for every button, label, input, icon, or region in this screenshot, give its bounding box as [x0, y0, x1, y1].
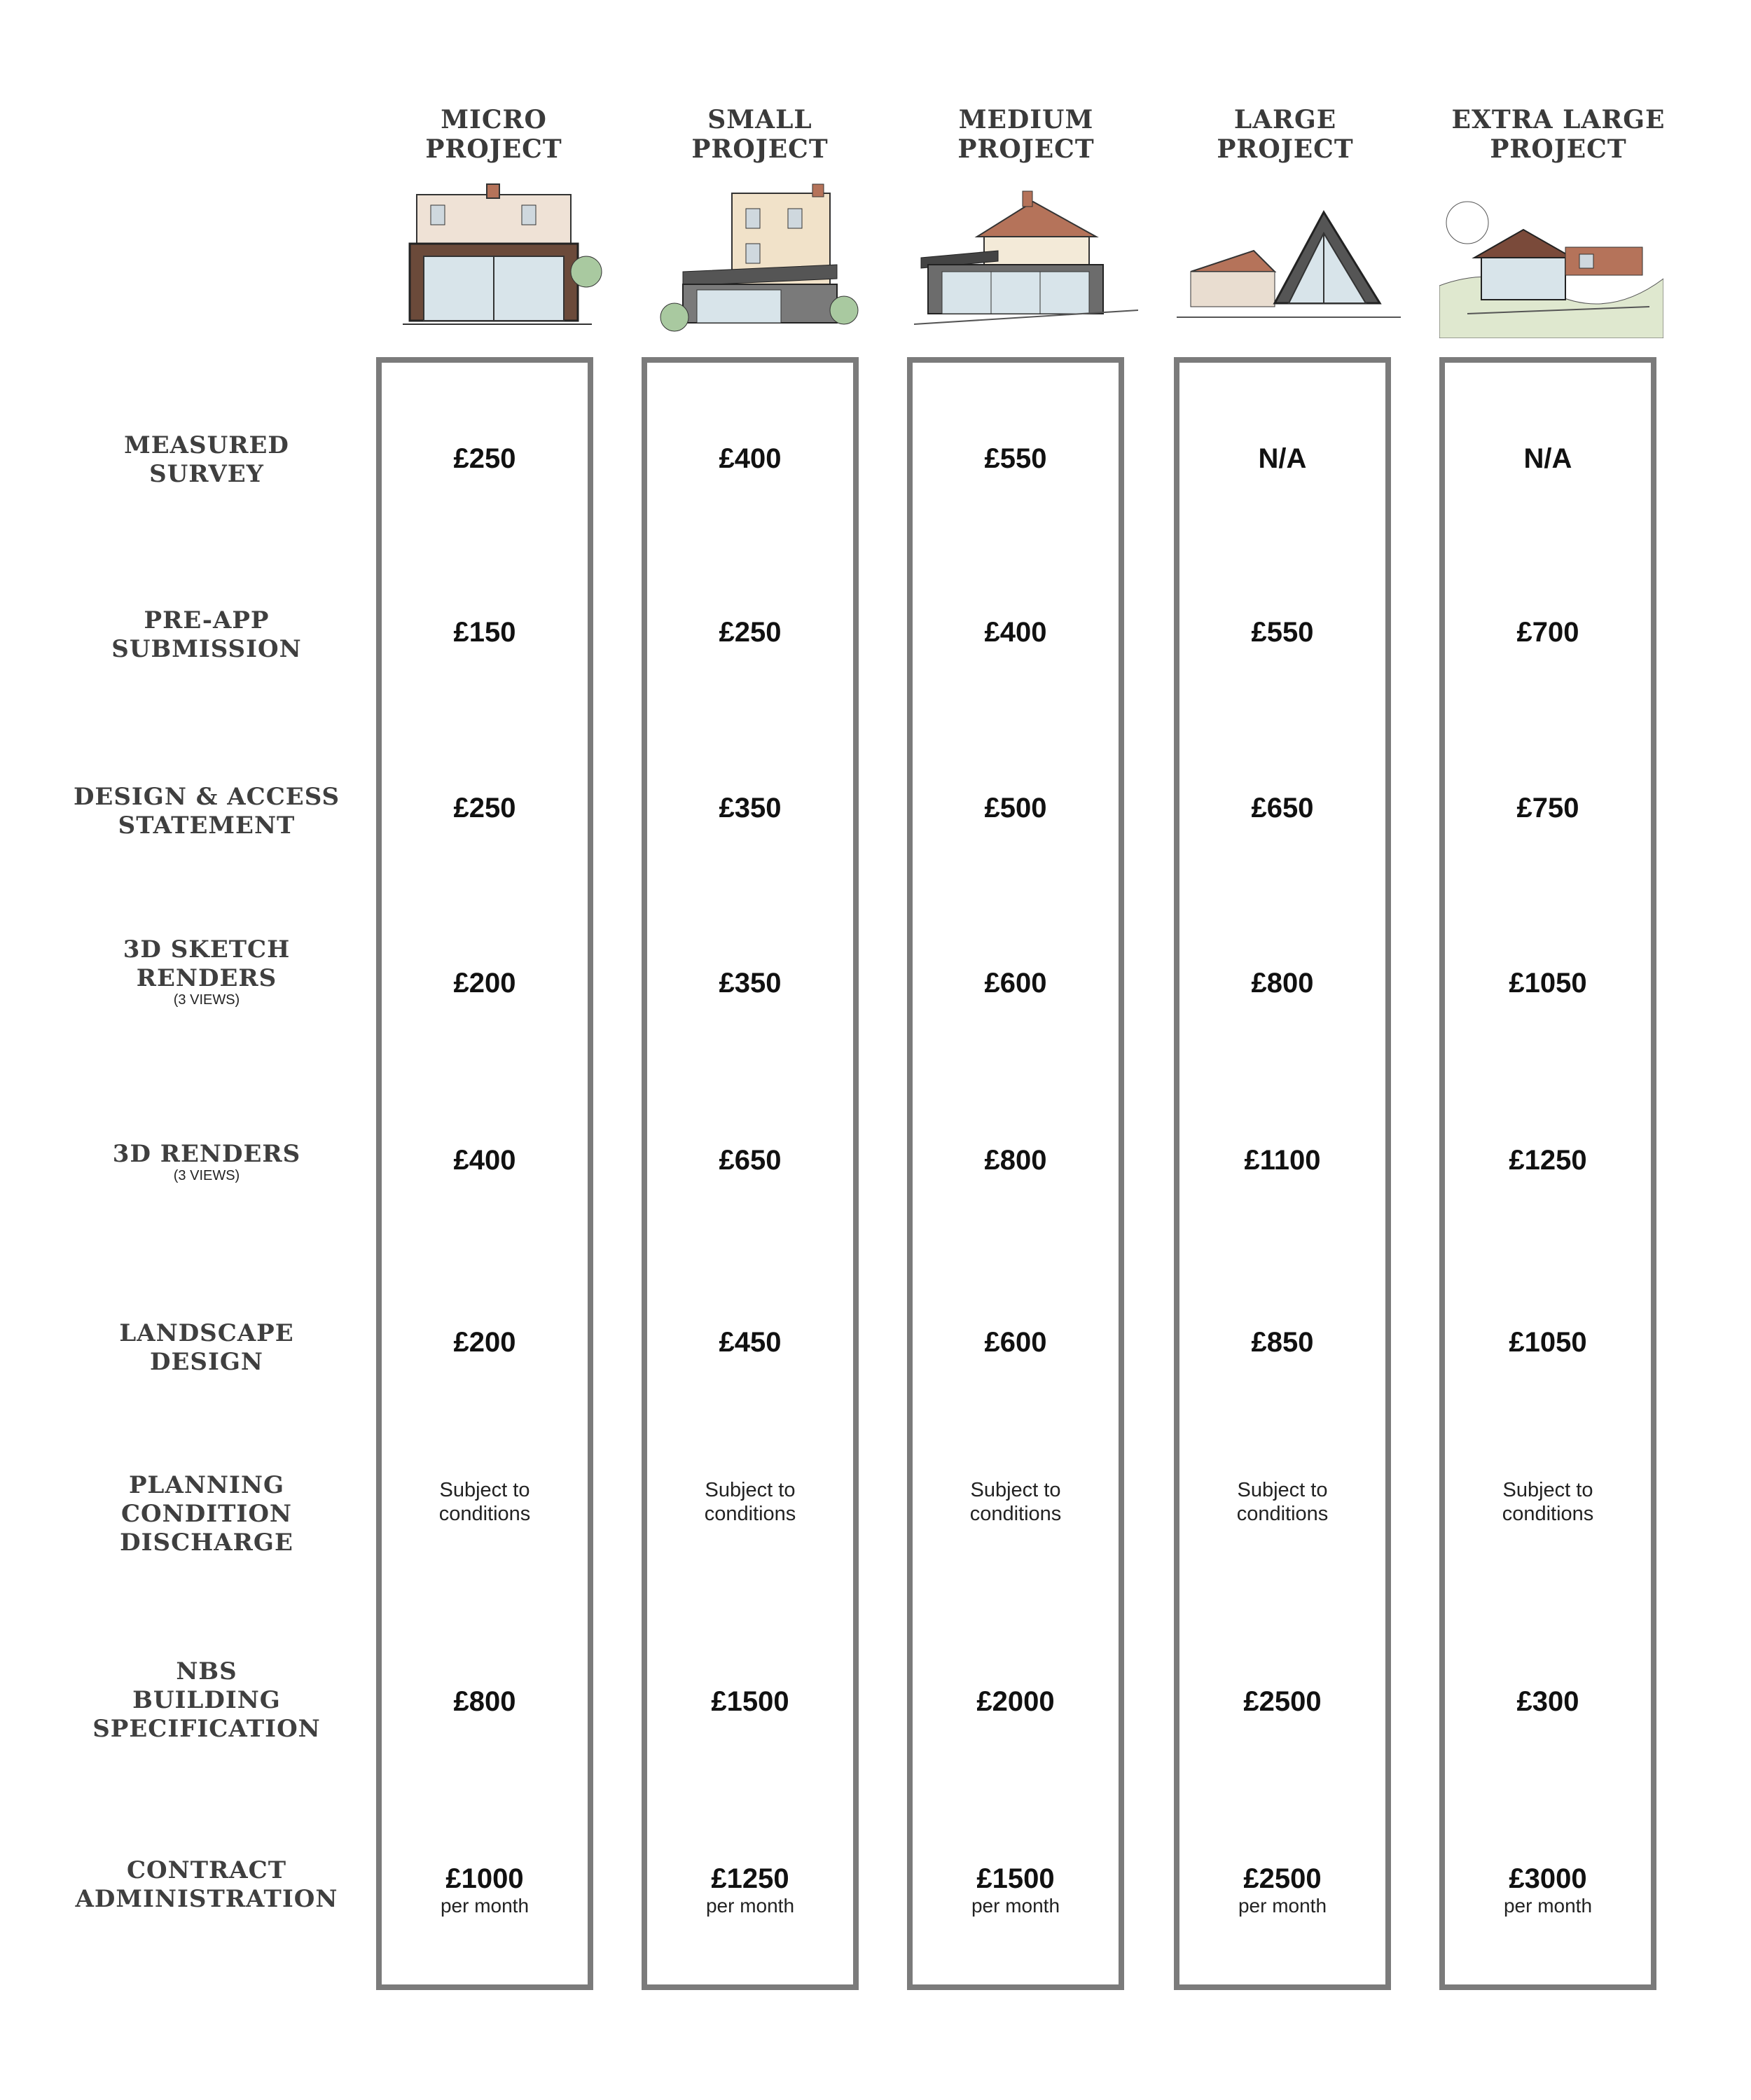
column-title-line2: PROJECT: [1490, 134, 1627, 164]
price-cell: £350: [719, 968, 782, 999]
column-title-line2: PROJECT: [425, 134, 562, 164]
row-label-measured-survey: [67, 431, 347, 489]
row-label-line: SUBMISSION: [111, 635, 302, 663]
price-cell: £800: [984, 1145, 1047, 1176]
row-label-line: 3D SKETCH: [123, 936, 291, 964]
row-label-contract-administration: [67, 1856, 347, 1914]
price-cell: £250: [453, 443, 516, 474]
row-label-line: BUILDING: [132, 1686, 281, 1714]
row-label-line: LANDSCAPE: [119, 1319, 294, 1347]
column-header-medium: [893, 105, 1159, 164]
price-value: £2500: [1243, 1863, 1322, 1894]
row-label-line: PRE-APP: [144, 606, 270, 634]
price-cell: [369, 1863, 600, 1917]
price-cell: £350: [719, 793, 782, 823]
price-cell: £2000: [976, 1686, 1055, 1717]
house-side-extension-illustration: [655, 181, 879, 338]
column-header-extra-large: [1425, 105, 1691, 164]
price-cell: £250: [719, 617, 782, 648]
price-cell: [1432, 1863, 1663, 1917]
price-cell: £700: [1516, 617, 1579, 648]
price-cell: £800: [1251, 968, 1314, 999]
conditions-line: conditions: [1502, 1503, 1594, 1525]
price-cell: [1167, 1863, 1398, 1917]
column-title-line1: EXTRA LARGE: [1451, 105, 1666, 134]
price-cell: [900, 1863, 1131, 1917]
column-header-small: [627, 105, 893, 164]
row-label-3d-sketch-renders: [67, 936, 347, 1007]
row-label-note: (3 VIEWS): [173, 1168, 240, 1183]
column-title-line1: SMALL: [707, 105, 812, 134]
price-period: per month: [1503, 1895, 1593, 1917]
price-period: per month: [971, 1895, 1060, 1917]
row-label-line: DESIGN & ACCESS: [73, 783, 340, 811]
price-value: £1000: [445, 1863, 524, 1894]
conditions-line: Subject to: [439, 1479, 530, 1501]
conditions-cell: [369, 1478, 600, 1526]
price-cell: N/A: [1258, 443, 1307, 474]
row-label-line: RENDERS: [136, 964, 277, 992]
price-cell: £1050: [1509, 1327, 1587, 1358]
hillside-modern-house-illustration: [1439, 181, 1663, 338]
row-label-nbs-specification: [67, 1657, 347, 1744]
column-header-micro: [361, 105, 627, 164]
price-cell: £850: [1251, 1327, 1314, 1358]
price-cell: £2500: [1243, 1686, 1322, 1717]
price-cell: £1250: [1509, 1145, 1587, 1176]
price-cell: £400: [719, 443, 782, 474]
price-cell: £500: [984, 793, 1047, 823]
price-cell: £600: [984, 968, 1047, 999]
price-cell: £450: [719, 1327, 782, 1358]
row-label-landscape-design: [67, 1319, 347, 1377]
price-value: £1250: [711, 1863, 789, 1894]
price-cell: £400: [984, 617, 1047, 648]
row-label-note: (3 VIEWS): [173, 992, 240, 1008]
conditions-cell: [635, 1478, 866, 1526]
price-cell: £800: [453, 1686, 516, 1717]
conditions-line: Subject to: [1502, 1479, 1593, 1501]
row-label-line: STATEMENT: [118, 812, 296, 840]
price-cell: £550: [984, 443, 1047, 474]
column-title-line2: PROJECT: [957, 134, 1095, 164]
price-cell: £150: [453, 617, 516, 648]
row-label-line: MEASURED: [124, 431, 289, 459]
price-cell: £550: [1251, 617, 1314, 648]
gable-glass-house-illustration: [1177, 181, 1401, 338]
row-label-line: CONTRACT: [126, 1856, 287, 1884]
price-cell: £650: [1251, 793, 1314, 823]
conditions-line: Subject to: [705, 1479, 796, 1501]
conditions-line: conditions: [969, 1503, 1062, 1525]
price-cell: £1050: [1509, 968, 1587, 999]
price-cell: N/A: [1523, 443, 1572, 474]
conditions-cell: [1167, 1478, 1398, 1526]
conditions-line: Subject to: [1237, 1479, 1328, 1501]
price-value: £3000: [1509, 1863, 1587, 1894]
price-value: £1500: [976, 1863, 1055, 1894]
column-title-line2: PROJECT: [1217, 134, 1354, 164]
conditions-cell: [900, 1478, 1131, 1526]
price-cell: [635, 1863, 866, 1917]
conditions-line: conditions: [1236, 1503, 1329, 1525]
conditions-line: Subject to: [970, 1479, 1061, 1501]
row-label-line: NBS: [176, 1657, 237, 1685]
row-label-line: PLANNING: [128, 1471, 285, 1499]
price-cell: £1500: [711, 1686, 789, 1717]
price-cell: £250: [453, 793, 516, 823]
row-label-design-access: [67, 783, 347, 840]
row-label-line: CONDITION: [120, 1500, 293, 1528]
price-period: per month: [440, 1895, 530, 1917]
row-label-pre-app: [67, 606, 347, 664]
row-label-line: SPECIFICATION: [92, 1715, 321, 1743]
column-title-line1: MICRO: [441, 105, 547, 134]
price-cell: £200: [453, 1327, 516, 1358]
price-cell: £300: [1516, 1686, 1579, 1717]
row-label-line: SURVEY: [149, 460, 264, 488]
price-cell: £200: [453, 968, 516, 999]
cottage-rear-extension-illustration: [914, 181, 1138, 338]
price-period: per month: [705, 1895, 795, 1917]
price-cell: £600: [984, 1327, 1047, 1358]
price-cell: £400: [453, 1145, 516, 1176]
row-label-line: DESIGN: [150, 1348, 263, 1376]
row-label-planning-condition: [67, 1471, 347, 1557]
conditions-line: conditions: [438, 1503, 531, 1525]
price-cell: £750: [1516, 793, 1579, 823]
column-title-line2: PROJECT: [691, 134, 829, 164]
price-cell: £1100: [1244, 1145, 1321, 1176]
conditions-line: conditions: [704, 1503, 796, 1525]
row-label-line: DISCHARGE: [120, 1529, 293, 1557]
price-period: per month: [1238, 1895, 1327, 1917]
column-header-large: [1152, 105, 1418, 164]
price-cell: £650: [719, 1145, 782, 1176]
column-title-line1: LARGE: [1233, 105, 1337, 134]
column-title-line1: MEDIUM: [958, 105, 1094, 134]
garage-extension-illustration: [382, 181, 606, 338]
row-label-line: ADMINISTRATION: [75, 1885, 338, 1913]
conditions-cell: [1432, 1478, 1663, 1526]
row-label-line: 3D RENDERS: [112, 1140, 301, 1168]
row-label-3d-renders: [67, 1140, 347, 1183]
